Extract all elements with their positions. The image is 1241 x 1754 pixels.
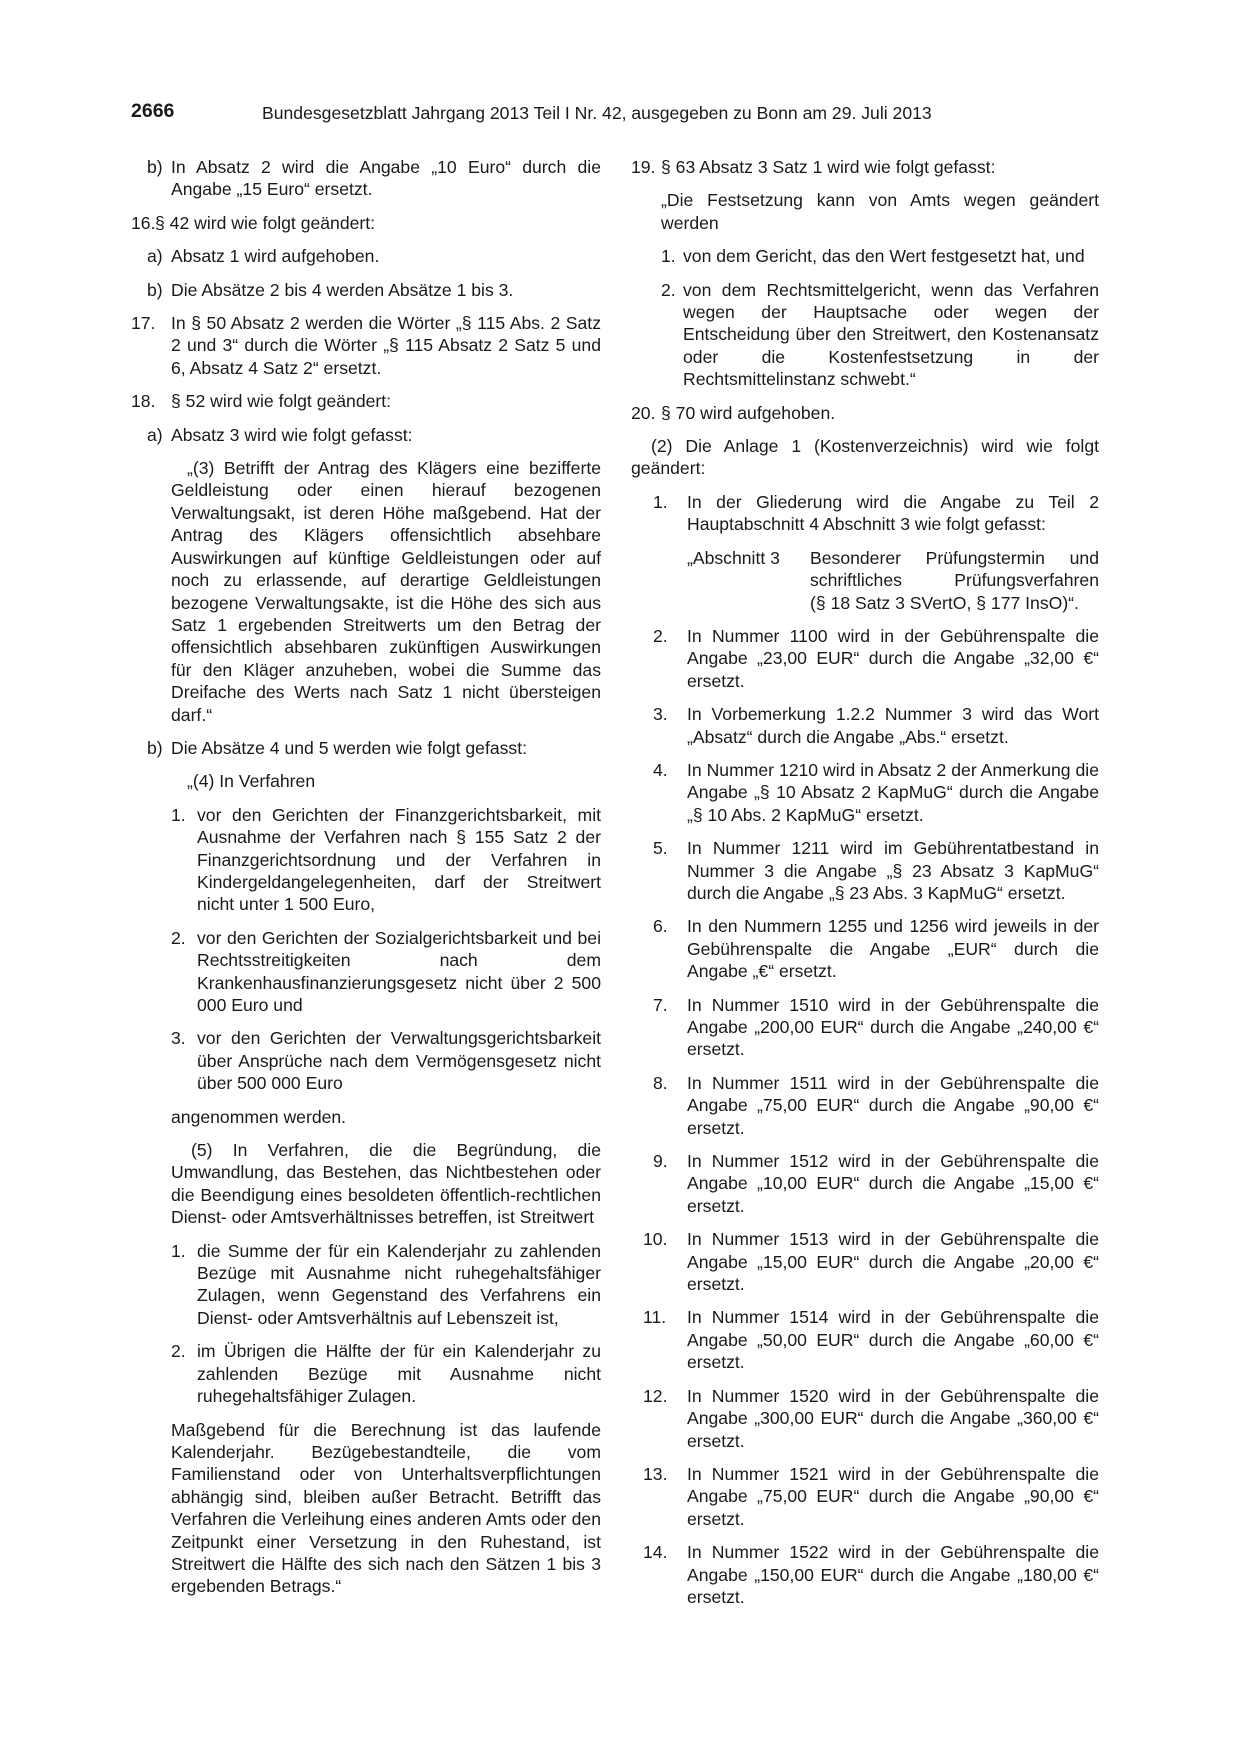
quoted-paragraph-5-end: Maßgebend für die Berechnung ist das laufende Kalenderjahr. Bezügebestandteile, die vom Familienstand oder von Unterhaltsverpflichtungen abhängig sind, bleiben außer Betracht. Betrifft das Verfahren die Verleihung eines anderen Amts oder den Zeitpunkt einer Versetzung in den Ruhestand, ist Streitwert die Hälfte des sich nach den Sätzen 1 bis 3 ergebenden Betrags.“	[171, 1419, 601, 1597]
quoted-paragraph-4-intro: „(4) In Verfahren	[187, 771, 316, 792]
list-item: 13. In Nummer 1521 wird in der Gebührenspalte die Angabe „75,00 EUR“ durch die Angabe „90,00 €“ ersetzt.	[643, 1463, 1099, 1529]
list-item: 2. In Nummer 1100 wird in der Gebührenspalte die Angabe „23,00 EUR“ durch die Angabe „32,00 €“ ersetzt.	[653, 625, 1099, 691]
list-item: 4. In Nummer 1210 wird in Absatz 2 der Anmerkung die Angabe „§ 10 Absatz 2 KapMuG“ durch die Angabe „§ 10 Abs. 2 KapMuG“ ersetzt.	[653, 759, 1099, 825]
quoted-paragraph-5: (5) In Verfahren, die die Begründung, die Umwandlung, das Bestehen, das Nichtbestehen oder die Beendigung eines besoldeten öffentlich-rechtlichen Dienst- oder Amtsverhältnisses betreffen, ist Streitwert	[171, 1140, 601, 1228]
left-column	[131, 156, 601, 1598]
list-item: a) Absatz 1 wird aufgehoben.	[147, 246, 380, 267]
paragraph-2: (2) Die Anlage 1 (Kostenverzeichnis) wird wie folgt geändert:	[631, 436, 1099, 479]
right-column	[631, 156, 1099, 1608]
list-item: 14. In Nummer 1522 wird in der Gebührenspalte die Angabe „150,00 EUR“ durch die Angabe „180,00 €“ ersetzt.	[643, 1542, 1099, 1607]
running-head: Bundesgesetzblatt Jahrgang 2013 Teil I Nr. 42, ausgegeben zu Bonn am 29. Juli 2013	[262, 103, 932, 123]
list-item: b) Die Absätze 2 bis 4 werden Absätze 1 bis 3.	[147, 279, 514, 300]
list-item: 7. In Nummer 1510 wird in der Gebührenspalte die Angabe „200,00 EUR“ durch die Angabe „240,00 €“ ersetzt.	[653, 994, 1099, 1060]
list-item: 3. vor den Gerichten der Verwaltungsgerichtsbarkeit über Ansprüche nach dem Vermögensgesetz nicht über 500 000 Euro	[171, 1028, 601, 1094]
list-item: 1. die Summe der für ein Kalenderjahr zu zahlenden Bezüge mit Ausnahme nicht ruhegehaltsfähiger Zulagen, wenn Gegenstand des Verfahrens ein Dienst- oder Amtsverhältnis auf Lebenszeit ist,	[171, 1240, 601, 1328]
page-number: 2666	[131, 100, 175, 122]
list-item: 2. im Übrigen die Hälfte der für ein Kalenderjahr zu zahlenden Bezüge mit Ausnahme nicht ruhegehaltsfähiger Zulagen.	[171, 1341, 601, 1407]
list-item: 6. In den Nummern 1255 und 1256 wird jeweils in der Gebührenspalte die Angabe „EUR“ durch die Angabe „€“ ersetzt.	[653, 916, 1099, 982]
list-item: 8. In Nummer 1511 wird in der Gebührenspalte die Angabe „75,00 EUR“ durch die Angabe „90,00 €“ ersetzt.	[653, 1072, 1099, 1138]
quoted-paragraph-3: „(3) Betrifft der Antrag des Klägers eine bezifferte Geldleistung oder einen hierauf bezogenen Verwaltungsakt, ist deren Höhe maßgebend. Hat der Antrag des Klägers offensichtlich absehbare Auswirkungen auf künftige Geldleistungen oder auf noch zu erlassende, auf derartige Geldleistungen bezogene Verwaltungsakte, ist die Höhe des sich aus Satz 1 ergebenden Streitwerts um den Betrag der offensichtlich absehbaren zukünftigen Auswirkungen für den Kläger anzuheben, wobei die Summe das Dreifache des Werts nach Satz 1 nicht übersteigen darf.“	[171, 458, 601, 725]
abschnitt-block: „Abschnitt 3 Besonderer Prüfungstermin und schriftliches Prüfungsverfahren (§ 18 Satz 3 SVertO, § 177 InsO)“.	[687, 547, 1099, 613]
list-item: b) Die Absätze 4 und 5 werden wie folgt gefasst:	[147, 737, 527, 758]
list-item: a) Absatz 3 wird wie folgt gefasst:	[147, 424, 413, 445]
list-item: 17. In § 50 Absatz 2 werden die Wörter „§ 115 Abs. 2 Satz 2 und 3“ durch die Wörter „§ 115 Absatz 2 Satz 5 und 6, Absatz 4 Satz 2“ ersetzt.	[131, 313, 601, 378]
list-item: 5. In Nummer 1211 wird im Gebührentatbestand in Nummer 3 die Angabe „§ 23 Absatz 3 KapMuG“ durch die Angabe „§ 23 Abs. 3 KapMuG“ ersetzt.	[653, 838, 1099, 903]
list-item: b) In Absatz 2 wird die Angabe „10 Euro“ durch die Angabe „15 Euro“ ersetzt.	[147, 157, 601, 200]
list-item: 18. § 52 wird wie folgt geändert:	[131, 391, 392, 412]
list-item: 3. In Vorbemerkung 1.2.2 Nummer 3 wird das Wort „Absatz“ durch die Angabe „Abs.“ ersetzt.	[653, 704, 1099, 747]
quoted-paragraph-4-end: angenommen werden.	[171, 1106, 347, 1127]
list-item: 16. § 42 wird wie folgt geändert:	[131, 212, 376, 233]
list-item: 1. vor den Gerichten der Finanzgerichtsbarkeit, mit Ausnahme der Verfahren nach § 155 Satz 2 der Finanzgerichtsordnung und der Verfahren in Kindergeldangelegenheiten, darf der Streitwert nicht unter 1 500 Euro,	[171, 804, 601, 915]
list-item: 2. von dem Rechtsmittelgericht, wenn das Verfahren wegen der Hauptsache oder wegen der Entscheidung über den Streitwert, den Kostenansatz oder die Kostenfestsetzung in der Rechtsmittelinstanz schwebt.“	[661, 279, 1099, 390]
list-item: 20. § 70 wird aufgehoben.	[631, 402, 836, 423]
list-item: 9. In Nummer 1512 wird in der Gebührenspalte die Angabe „10,00 EUR“ durch die Angabe „15,00 €“ ersetzt.	[653, 1151, 1099, 1216]
list-item: 19. § 63 Absatz 3 Satz 1 wird wie folgt gefasst:	[631, 157, 996, 177]
list-item: 10. In Nummer 1513 wird in der Gebührenspalte die Angabe „15,00 EUR“ durch die Angabe „20,00 €“ ersetzt.	[643, 1229, 1099, 1295]
quoted-intro: „Die Festsetzung kann von Amts wegen geändert werden	[661, 190, 1099, 233]
list-item: 11. In Nummer 1514 wird in der Gebührenspalte die Angabe „50,00 EUR“ durch die Angabe „60,00 €“ ersetzt.	[643, 1307, 1099, 1373]
page-header	[131, 100, 1111, 128]
list-item: 12. In Nummer 1520 wird in der Gebührenspalte die Angabe „300,00 EUR“ durch die Angabe „360,00 €“ ersetzt.	[643, 1385, 1099, 1451]
list-item: 1. In der Gliederung wird die Angabe zu Teil 2 Hauptabschnitt 4 Abschnitt 3 wie folgt gefasst:	[653, 491, 1099, 535]
list-item: 1. von dem Gericht, das den Wert festgesetzt hat, und	[661, 246, 1085, 267]
list-item: 2. vor den Gerichten der Sozialgerichtsbarkeit und bei Rechtsstreitigkeiten nach dem Krankenhausfinanzierungsgesetz nicht über 2 500 000 Euro und	[171, 927, 601, 1015]
